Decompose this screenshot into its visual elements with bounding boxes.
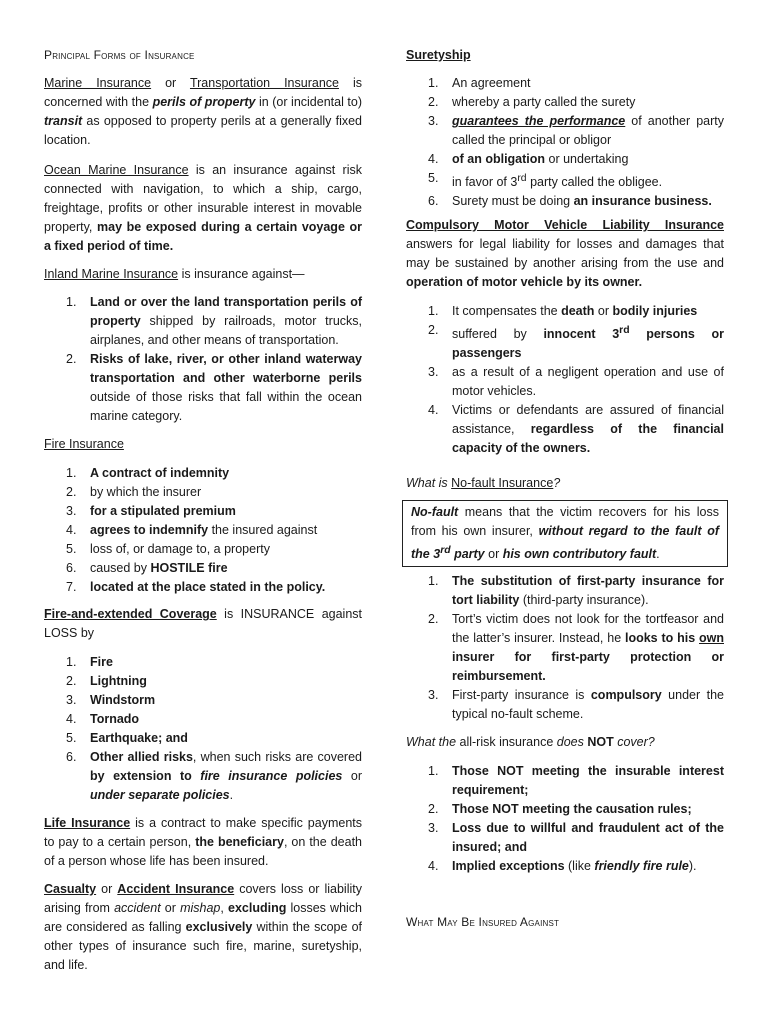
- text: or: [484, 547, 503, 562]
- emphasis: of an obligation: [452, 152, 546, 166]
- text: (third-party insurance).: [519, 593, 649, 607]
- text: or: [151, 76, 190, 90]
- emphasis: death: [561, 304, 595, 318]
- emphasis: insurer for first-party protection or reimbursement.: [452, 650, 724, 683]
- text: of another party called the principal or obligor: [452, 114, 725, 147]
- text: , on the death of a person whose life has been insured.: [44, 835, 362, 868]
- list-number: 1.: [428, 574, 439, 588]
- list-item: [406, 686, 724, 724]
- list-item: [44, 710, 362, 729]
- term-life-insurance: Life Insurance: [44, 816, 131, 830]
- term-marine-insurance: Marine Insurance: [44, 76, 152, 90]
- list-number: 1.: [428, 76, 439, 90]
- inland-marine-list: [44, 293, 362, 426]
- text: cover?: [613, 735, 655, 749]
- nofault-question: [406, 474, 724, 493]
- list-item: [406, 819, 724, 857]
- text: suffered by: [452, 327, 544, 342]
- suretyship-heading: Suretyship: [406, 48, 471, 62]
- list-item: [406, 150, 724, 169]
- list-item: [406, 572, 724, 610]
- text: under the typical no-fault scheme.: [452, 688, 724, 721]
- list-number: 3.: [428, 365, 439, 380]
- list-item: [406, 192, 724, 211]
- text: Those NOT meeting the causation rules;: [452, 802, 692, 816]
- list-item: [44, 502, 362, 521]
- text: does: [553, 735, 588, 749]
- text: caused by: [90, 561, 151, 575]
- list-number: 5.: [66, 542, 77, 556]
- fire-insurance-list: [44, 464, 362, 597]
- section-heading-what-may-be-insured: What May Be Insured Against: [406, 915, 560, 929]
- text: ).: [688, 859, 697, 873]
- text: Those NOT meeting the insurable interest requirement;: [452, 764, 724, 797]
- list-number: 4.: [66, 523, 77, 537]
- text: An agreement: [452, 76, 531, 90]
- text: party called the obligee.: [526, 175, 663, 190]
- list-item: [406, 74, 724, 93]
- list-number: 2.: [428, 612, 439, 626]
- text: Windstorm: [90, 693, 156, 707]
- text: by which the insurer: [90, 485, 202, 499]
- emphasis: NOT: [587, 735, 614, 749]
- casualty-insurance-paragraph: [44, 880, 362, 975]
- text: losses which are considered as falling: [44, 901, 363, 934]
- text: or: [96, 882, 118, 896]
- text: is an insurance against risk connected with navigation, to which a ship, cargo, freightage, profits or other insurable interest in movable property,: [44, 163, 362, 234]
- term-ocean-marine: Ocean Marine Insurance: [44, 163, 189, 177]
- list-number: 1.: [66, 466, 77, 480]
- term-transportation-insurance: Transportation Insurance: [189, 76, 339, 90]
- list-number: 2.: [428, 802, 439, 816]
- emphasis: perils of property: [152, 95, 256, 109]
- emphasis: own: [699, 631, 724, 645]
- text: or: [342, 769, 362, 783]
- list-number: 2.: [66, 352, 77, 366]
- list-item: [44, 483, 362, 502]
- text: loss of, or damage to, a property: [90, 542, 270, 556]
- emphasis: may be exposed during a certain voyage or a fixed period of time.: [44, 220, 363, 253]
- list-number: 5.: [428, 171, 439, 185]
- list-item: [44, 521, 362, 540]
- list-number: 2.: [66, 485, 77, 499]
- emphasis: exclusively: [185, 920, 253, 934]
- list-item: [44, 748, 362, 805]
- emphasis: friendly fire rule: [594, 859, 689, 873]
- nofault-definition-box: [402, 500, 728, 567]
- list-item: [406, 169, 724, 192]
- list-item: [44, 691, 362, 710]
- allrisk-question: [406, 733, 724, 752]
- list-number: 3.: [428, 688, 439, 702]
- text: What the: [406, 735, 460, 749]
- suretyship-list: [406, 74, 724, 211]
- list-number: 4.: [428, 403, 439, 418]
- list-number: 3.: [66, 504, 77, 518]
- cmvli-list: [406, 302, 724, 458]
- term-fire-extended: Fire-and-extended Coverage: [44, 607, 217, 621]
- text: A contract of indemnity: [90, 466, 230, 480]
- list-number: 5.: [66, 731, 77, 745]
- superscript: rd: [619, 325, 630, 336]
- list-number: 6.: [428, 194, 439, 209]
- list-item: [406, 857, 724, 876]
- text: is concerned with the: [44, 76, 362, 109]
- text: located at the place stated in the policy.: [90, 580, 326, 594]
- emphasis: by extension to: [90, 769, 201, 783]
- text: a negligent operation and use of motor vehicles.: [452, 365, 724, 399]
- list-item: [406, 610, 724, 686]
- text: in (or incidental to): [255, 95, 362, 109]
- emphasis: innocent 3: [543, 327, 620, 342]
- list-number: 3.: [66, 693, 77, 707]
- text: is INSURANCE against LOSS by: [44, 607, 362, 640]
- text: First-party insurance is: [452, 688, 591, 702]
- superscript: rd: [440, 545, 451, 556]
- nofault-definition: [411, 503, 719, 564]
- text: whereby a party called the surety: [452, 95, 636, 109]
- emphasis: No-fault: [411, 505, 459, 519]
- text: Lightning: [90, 674, 147, 688]
- text: or: [160, 901, 181, 915]
- list-number: 1.: [66, 295, 77, 309]
- text: outside of those risks that fall within the ocean marine category.: [90, 390, 362, 423]
- marine-insurance-paragraph: [44, 74, 362, 150]
- list-item: [406, 321, 724, 363]
- list-number: 2.: [66, 674, 77, 688]
- emphasis: accident: [114, 901, 161, 915]
- text: shipped by railroads, motor trucks, airplanes, and other means of transportation.: [90, 314, 362, 347]
- list-number: 7.: [66, 580, 77, 594]
- text: ,: [220, 901, 228, 915]
- fire-insurance-heading: Fire Insurance: [44, 437, 124, 451]
- emphasis: bodily injuries: [612, 304, 698, 318]
- emphasis: compulsory: [590, 688, 662, 702]
- inland-marine-paragraph: [44, 265, 362, 284]
- list-number: 1.: [428, 764, 439, 778]
- emphasis: his own contributory fault: [502, 547, 657, 562]
- text: Loss due to willful and fraudulent act of the insured; and: [452, 821, 724, 854]
- ocean-marine-paragraph: [44, 161, 362, 256]
- text: Tornado: [90, 712, 140, 726]
- text: Victims or defendants are assured of financial assistance,: [452, 403, 724, 437]
- emphasis: party: [450, 547, 485, 562]
- text: within the scope of other types of insurance such fire, marine, suretyship, and life.: [44, 920, 362, 972]
- list-item: [406, 363, 724, 401]
- text: covers loss or liability arising from: [44, 882, 362, 915]
- life-insurance-paragraph: [44, 814, 362, 871]
- emphasis: persons or passengers: [452, 327, 724, 361]
- emphasis: transit: [44, 114, 83, 128]
- text: in favor of 3: [452, 175, 518, 190]
- extended-coverage-list: [44, 653, 362, 805]
- term-cmvli: Compulsory Motor Vehicle Liability Insurance: [406, 218, 724, 232]
- term-inland-marine: Inland Marine Insurance: [44, 267, 179, 281]
- emphasis: without regard to the fault of the 3: [411, 524, 719, 562]
- term-no-fault: No-fault Insurance: [451, 476, 554, 490]
- text: for a stipulated premium: [90, 504, 236, 518]
- text: all-risk insurance: [459, 735, 554, 749]
- emphasis: looks to his: [624, 631, 699, 645]
- emphasis: HOSTILE fire: [150, 561, 228, 575]
- emphasis: Land or over the land transportation perils of property: [90, 295, 362, 328]
- text: , when such risks are covered: [192, 750, 362, 764]
- section-heading-principal-forms: Principal Forms of Insurance: [44, 48, 195, 62]
- list-item: [406, 302, 724, 321]
- list-number: 6.: [66, 561, 77, 575]
- list-item: [44, 464, 362, 483]
- text: Fire: [90, 655, 113, 669]
- term-casualty: Casualty: [44, 882, 97, 896]
- text: or: [594, 304, 613, 318]
- list-item: [406, 800, 724, 819]
- emphasis: fire insurance policies: [200, 769, 343, 783]
- list-item: [44, 578, 362, 597]
- text: as a result of: [452, 365, 536, 380]
- text: Earthquake; and: [90, 731, 188, 745]
- list-number: 2.: [428, 95, 439, 109]
- list-item: [44, 350, 362, 426]
- cmvli-paragraph: [406, 216, 724, 292]
- nofault-list: [406, 572, 724, 724]
- text: Tort’s victim does not look for the tortfeasor and the latter’s insurer. Instead, he: [452, 612, 724, 645]
- list-item: [406, 762, 724, 800]
- text: as opposed to property perils at a generally fixed location.: [44, 114, 362, 147]
- list-item: [406, 93, 724, 112]
- superscript: rd: [517, 173, 527, 184]
- text: or undertaking: [545, 152, 629, 166]
- text: ?: [553, 476, 561, 490]
- list-item: [406, 112, 724, 150]
- text: (like: [564, 859, 595, 873]
- list-number: 2.: [428, 323, 439, 337]
- emphasis: the beneficiary: [195, 835, 284, 849]
- text: means that the victim recovers for his loss from his own insurer,: [411, 505, 719, 538]
- text: is insurance against—: [178, 267, 305, 281]
- list-number: 1.: [66, 655, 77, 669]
- text: .: [656, 547, 660, 562]
- text: What is: [406, 476, 452, 490]
- allrisk-list: [406, 762, 724, 876]
- text: the insured against: [208, 523, 318, 537]
- emphasis: regardless of the financial capacity of the owners.: [452, 422, 724, 456]
- list-item: [406, 401, 724, 458]
- emphasis: Risks of lake, river, or other inland waterway transportation and other waterborne perils: [90, 352, 362, 385]
- emphasis: an insurance business.: [573, 194, 712, 209]
- list-item: [44, 729, 362, 748]
- list-item: [44, 293, 362, 350]
- list-number: 4.: [428, 152, 439, 166]
- text: agrees to indemnify: [90, 523, 209, 537]
- text: answers for legal liability for losses and damages that may be sustained by another arising from the use and: [406, 237, 724, 270]
- emphasis: excluding: [228, 901, 287, 915]
- term-accident-insurance: Accident Insurance: [117, 882, 235, 896]
- emphasis: operation of motor vehicle by its owner.: [406, 275, 643, 289]
- list-number: 1.: [428, 304, 439, 318]
- text: is a contract to make specific payments to pay to a certain person,: [44, 816, 362, 849]
- list-item: [44, 653, 362, 672]
- list-number: 3.: [428, 821, 439, 835]
- list-item: [44, 559, 362, 578]
- list-number: 3.: [428, 114, 439, 128]
- extended-coverage-paragraph: [44, 605, 362, 643]
- text: .: [229, 788, 234, 802]
- text: Surety must be doing: [452, 194, 574, 209]
- list-item: [44, 672, 362, 691]
- list-number: 4.: [428, 859, 439, 873]
- list-number: 6.: [66, 750, 77, 764]
- emphasis: The substitution of first-party insurance for tort liability: [452, 574, 724, 607]
- emphasis: Implied exceptions: [452, 859, 565, 873]
- list-item: [44, 540, 362, 559]
- emphasis: guarantees the performance: [452, 114, 626, 128]
- text: It compensates the: [452, 304, 562, 318]
- emphasis: under separate policies: [90, 788, 230, 802]
- emphasis: Other allied risks: [90, 750, 193, 764]
- list-number: 4.: [66, 712, 77, 726]
- emphasis: mishap: [180, 901, 221, 915]
